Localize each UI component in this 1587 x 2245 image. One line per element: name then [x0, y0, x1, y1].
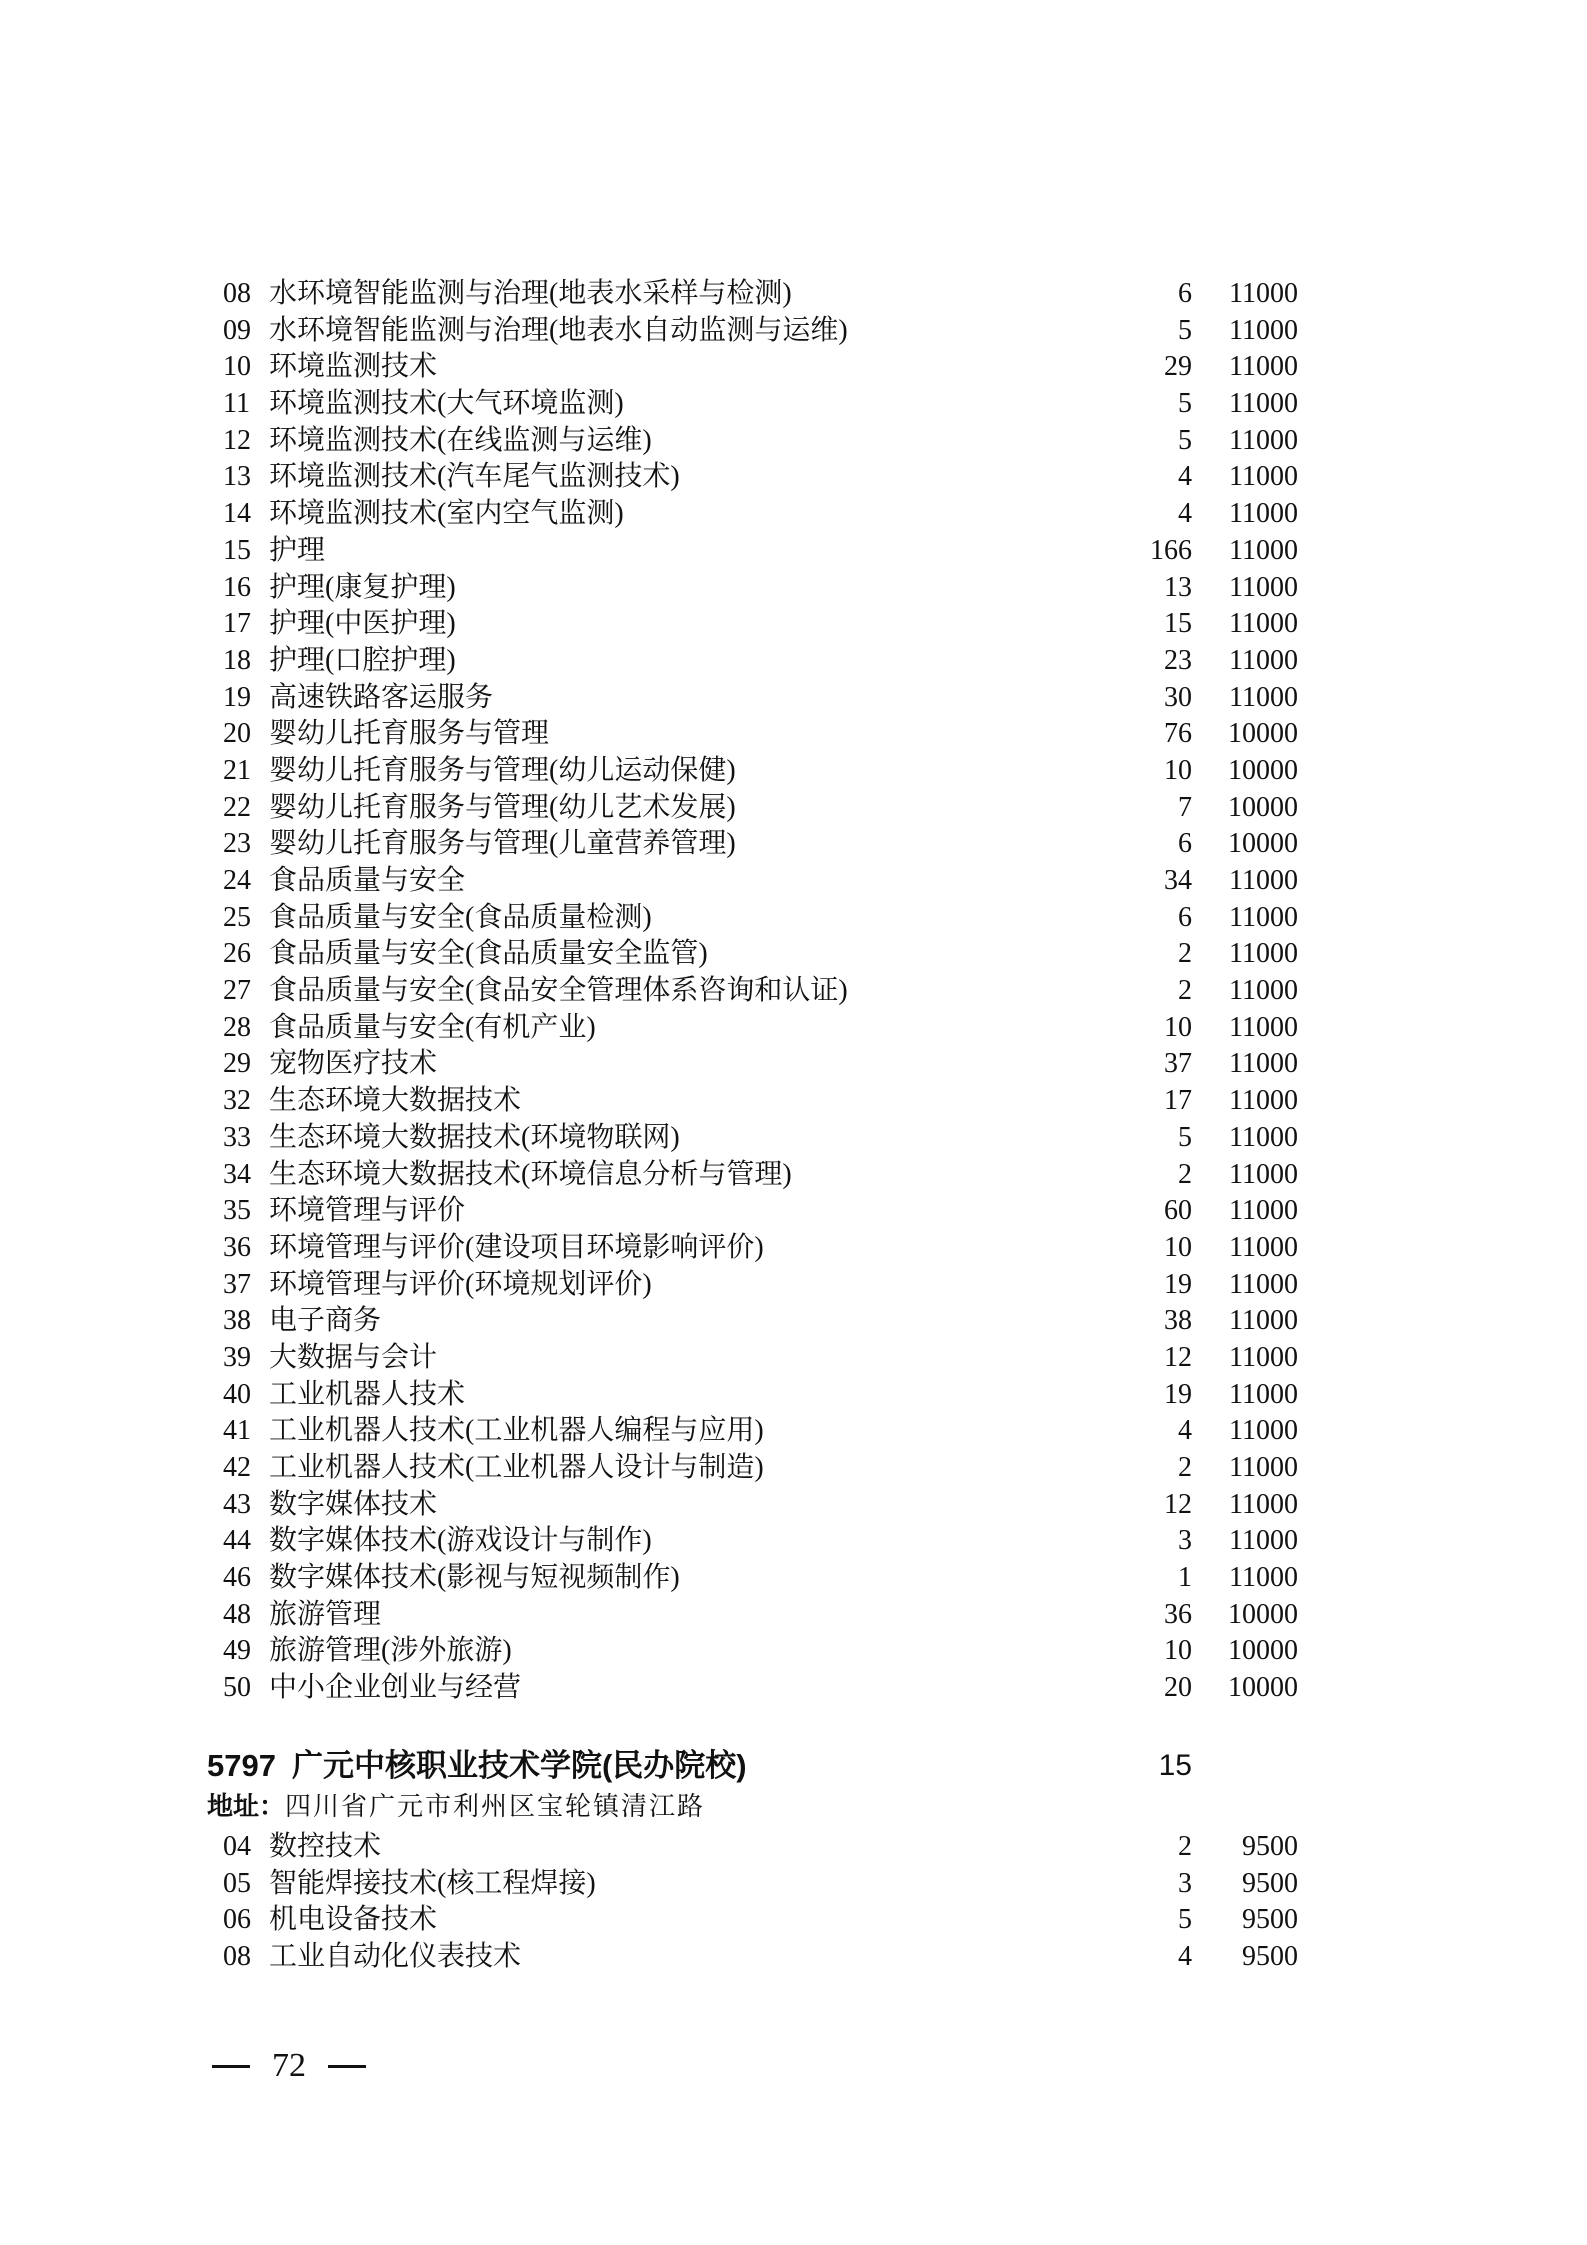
- program-row: [223, 936, 1298, 973]
- program-code: 08: [223, 1941, 251, 1973]
- program-fee: 11000: [1229, 938, 1298, 970]
- program-name: 环境监测技术(大气环境监测): [269, 388, 624, 420]
- college-total-count: 15: [1158, 1749, 1192, 1782]
- program-row: [223, 1120, 1298, 1157]
- program-row: [223, 753, 1298, 790]
- program-fee: 10000: [1228, 791, 1298, 823]
- program-row: [223, 606, 1298, 643]
- program-row: [223, 1939, 1298, 1976]
- program-row: [223, 1487, 1298, 1524]
- program-code: 42: [223, 1452, 251, 1483]
- program-count: 29: [1164, 351, 1192, 383]
- program-row: [223, 1902, 1298, 1939]
- program-name: 数字媒体技术(游戏设计与制作): [269, 1525, 652, 1557]
- program-code: 04: [223, 1831, 251, 1862]
- program-code: 39: [223, 1341, 251, 1373]
- college-address-line: [207, 1786, 1298, 1827]
- program-name: 生态环境大数据技术(环境信息分析与管理): [269, 1158, 792, 1190]
- program-row: [223, 643, 1298, 680]
- college-section: [207, 1746, 1298, 1827]
- program-row: [223, 680, 1298, 717]
- program-count: 4: [1178, 498, 1192, 530]
- program-name: 高速铁路客运服务: [269, 681, 494, 713]
- program-name: 护理(中医护理): [269, 608, 456, 640]
- program-code: 46: [223, 1562, 251, 1594]
- program-row: [223, 496, 1298, 533]
- program-name: 宠物医疗技术: [269, 1048, 438, 1080]
- program-fee: 11000: [1229, 901, 1298, 933]
- program-row: [223, 533, 1298, 570]
- program-count: 5: [1178, 388, 1192, 420]
- program-count: 166: [1150, 534, 1192, 566]
- program-fee: 9500: [1242, 1941, 1298, 1973]
- program-name: 婴幼儿托育服务与管理(儿童营养管理): [269, 828, 736, 860]
- program-fee: 11000: [1229, 975, 1298, 1007]
- program-name: 电子商务: [269, 1305, 382, 1337]
- program-code: 16: [223, 571, 251, 603]
- program-name: 食品质量与安全(食品质量检测): [269, 901, 652, 933]
- program-name: 数控技术: [269, 1831, 382, 1862]
- program-count: 5: [1178, 1904, 1192, 1936]
- program-count: 19: [1164, 1268, 1192, 1300]
- program-count: 2: [1178, 1158, 1192, 1190]
- program-code: 14: [223, 498, 251, 530]
- program-fee: 10000: [1228, 1598, 1298, 1630]
- program-count: 6: [1178, 828, 1192, 860]
- footer-right-dash: [328, 2065, 366, 2068]
- program-count: 2: [1178, 1452, 1192, 1483]
- program-name: 环境管理与评价: [269, 1195, 466, 1227]
- college-header: [207, 1746, 1298, 1786]
- program-code: 20: [223, 718, 251, 750]
- program-count: 23: [1164, 644, 1192, 676]
- program-fee: 11000: [1229, 1158, 1298, 1190]
- program-name: 婴幼儿托育服务与管理(幼儿运动保健): [269, 754, 736, 786]
- program-row: [223, 716, 1298, 753]
- program-row: [223, 1230, 1298, 1267]
- program-count: 6: [1178, 901, 1192, 933]
- program-code: 41: [223, 1415, 251, 1447]
- program-code: 12: [223, 424, 251, 456]
- program-row: [223, 1046, 1298, 1083]
- program-row: [223, 1413, 1298, 1450]
- program-count: 36: [1164, 1598, 1192, 1630]
- program-row: [223, 1010, 1298, 1047]
- program-count: 19: [1164, 1378, 1192, 1410]
- program-fee: 11000: [1229, 314, 1298, 346]
- program-fee: 11000: [1229, 1231, 1298, 1263]
- program-count: 5: [1178, 424, 1192, 456]
- program-code: 34: [223, 1158, 251, 1190]
- program-name: 生态环境大数据技术(环境物联网): [269, 1121, 680, 1153]
- program-row: [223, 1303, 1298, 1340]
- program-name: 水环境智能监测与治理(地表水自动监测与运维): [269, 314, 848, 346]
- program-count: 10: [1164, 1231, 1192, 1263]
- college-code: 5797: [207, 1748, 276, 1783]
- program-fee: 11000: [1229, 1452, 1298, 1483]
- program-code: 11: [223, 388, 250, 420]
- program-row: [223, 276, 1298, 313]
- program-count: 5: [1178, 314, 1192, 346]
- program-code: 44: [223, 1525, 251, 1557]
- program-row: [223, 313, 1298, 350]
- program-code: 23: [223, 828, 251, 860]
- program-count: 60: [1164, 1195, 1192, 1227]
- program-count: 6: [1178, 278, 1192, 309]
- address-value: 四川省广元市利州区宝轮镇清江路: [285, 1792, 706, 1821]
- program-code: 24: [223, 865, 251, 896]
- program-fee: 11000: [1229, 498, 1298, 530]
- program-code: 22: [223, 791, 251, 823]
- program-name: 旅游管理(涉外旅游): [269, 1635, 512, 1667]
- program-row: [223, 1597, 1298, 1634]
- program-fee: 11000: [1229, 865, 1298, 896]
- program-fee: 11000: [1229, 461, 1298, 493]
- program-row: [223, 1866, 1298, 1903]
- program-name: 环境监测技术(汽车尾气监测技术): [269, 461, 680, 493]
- program-fee: 11000: [1229, 1085, 1298, 1117]
- program-row: [223, 349, 1298, 386]
- program-row: [223, 570, 1298, 607]
- program-name: 环境管理与评价(环境规划评价): [269, 1268, 652, 1300]
- program-fee: 11000: [1229, 1415, 1298, 1447]
- program-code: 32: [223, 1085, 251, 1117]
- program-row: [223, 459, 1298, 496]
- program-name: 环境监测技术(在线监测与运维): [269, 424, 652, 456]
- program-name: 环境管理与评价(建设项目环境影响评价): [269, 1231, 764, 1263]
- program-count: 1: [1178, 1562, 1192, 1594]
- program-row: [223, 1340, 1298, 1377]
- program-code: 08: [223, 278, 251, 309]
- college-name: 广元中核职业技术学院(民办院校): [291, 1748, 747, 1783]
- program-fee: 11000: [1229, 1341, 1298, 1373]
- program-fee: 11000: [1229, 1488, 1298, 1520]
- program-name: 中小企业创业与经营: [269, 1672, 522, 1704]
- program-code: 35: [223, 1195, 251, 1227]
- program-fee: 11000: [1229, 1121, 1298, 1153]
- program-name: 护理(口腔护理): [269, 644, 456, 676]
- program-row: [223, 826, 1298, 863]
- program-fee: 10000: [1228, 1635, 1298, 1667]
- program-count: 7: [1178, 791, 1192, 823]
- program-row: [223, 973, 1298, 1010]
- program-count: 2: [1178, 1831, 1192, 1862]
- program-code: 33: [223, 1121, 251, 1153]
- program-name: 生态环境大数据技术: [269, 1085, 522, 1117]
- program-count: 34: [1164, 865, 1192, 896]
- program-name: 环境监测技术: [269, 351, 438, 383]
- program-count: 20: [1164, 1672, 1192, 1704]
- program-fee: 9500: [1242, 1831, 1298, 1862]
- program-count: 17: [1164, 1085, 1192, 1117]
- program-count: 37: [1164, 1048, 1192, 1080]
- program-name: 食品质量与安全: [269, 865, 466, 896]
- program-fee: 10000: [1228, 718, 1298, 750]
- program-name: 水环境智能监测与治理(地表水采样与检测): [269, 278, 792, 309]
- program-name: 大数据与会计: [269, 1341, 438, 1373]
- program-fee: 11000: [1229, 608, 1298, 640]
- program-count: 38: [1164, 1305, 1192, 1337]
- program-code: 48: [223, 1598, 251, 1630]
- program-code: 05: [223, 1867, 251, 1899]
- program-count: 2: [1178, 938, 1192, 970]
- program-count: 10: [1164, 1011, 1192, 1043]
- program-code: 40: [223, 1378, 251, 1410]
- program-row: [223, 1829, 1298, 1866]
- program-count: 10: [1164, 1635, 1192, 1667]
- program-count: 15: [1164, 608, 1192, 640]
- program-name: 工业机器人技术(工业机器人编程与应用): [269, 1415, 764, 1447]
- program-count: 12: [1164, 1341, 1192, 1373]
- page-number: 72: [272, 2047, 306, 2084]
- program-name: 数字媒体技术(影视与短视频制作): [269, 1562, 680, 1594]
- program-name: 护理: [269, 534, 326, 566]
- program-code: 09: [223, 314, 251, 346]
- program-code: 27: [223, 975, 251, 1007]
- program-name: 机电设备技术: [269, 1904, 438, 1936]
- program-fee: 11000: [1229, 1268, 1298, 1300]
- program-fee: 11000: [1229, 1562, 1298, 1594]
- program-code: 18: [223, 644, 251, 676]
- program-row: [223, 1157, 1298, 1194]
- program-code: 43: [223, 1488, 251, 1520]
- program-row: [223, 1560, 1298, 1597]
- program-code: 50: [223, 1672, 251, 1704]
- program-name: 食品质量与安全(有机产业): [269, 1011, 596, 1043]
- program-row: [223, 1083, 1298, 1120]
- footer-left-dash: [212, 2065, 250, 2068]
- program-fee: 11000: [1229, 1048, 1298, 1080]
- program-fee: 11000: [1229, 534, 1298, 566]
- program-fee: 9500: [1242, 1867, 1298, 1899]
- program-row: [223, 386, 1298, 423]
- program-count: 2: [1178, 975, 1192, 1007]
- program-row: [223, 1670, 1298, 1707]
- program-name: 婴幼儿托育服务与管理(幼儿艺术发展): [269, 791, 736, 823]
- program-name: 护理(康复护理): [269, 571, 456, 603]
- address-label: 地址：: [207, 1791, 286, 1821]
- program-fee: 11000: [1229, 1305, 1298, 1337]
- program-fee: 11000: [1229, 571, 1298, 603]
- program-code: 28: [223, 1011, 251, 1043]
- program-code: 49: [223, 1635, 251, 1667]
- program-count: 4: [1178, 1415, 1192, 1447]
- program-code: 19: [223, 681, 251, 713]
- program-row: [223, 1267, 1298, 1304]
- program-name: 婴幼儿托育服务与管理: [269, 718, 550, 750]
- program-fee: 11000: [1229, 1011, 1298, 1043]
- program-code: 26: [223, 938, 251, 970]
- program-code: 37: [223, 1268, 251, 1300]
- program-row: [223, 1450, 1298, 1487]
- program-name: 数字媒体技术: [269, 1488, 438, 1520]
- program-fee: 11000: [1229, 1378, 1298, 1410]
- program-count: 10: [1164, 754, 1192, 786]
- program-list-college: [223, 1829, 1298, 1976]
- program-fee: 10000: [1228, 754, 1298, 786]
- program-code: 10: [223, 351, 251, 383]
- program-code: 29: [223, 1048, 251, 1080]
- program-count: 76: [1164, 718, 1192, 750]
- program-fee: 10000: [1228, 828, 1298, 860]
- program-count: 3: [1178, 1525, 1192, 1557]
- program-code: 13: [223, 461, 251, 493]
- program-fee: 11000: [1229, 1525, 1298, 1557]
- program-row: [223, 863, 1298, 900]
- program-code: 38: [223, 1305, 251, 1337]
- program-name: 智能焊接技术(核工程焊接): [269, 1867, 596, 1899]
- program-count: 3: [1178, 1867, 1192, 1899]
- program-code: 21: [223, 754, 251, 786]
- program-name: 旅游管理: [269, 1598, 382, 1630]
- program-fee: 11000: [1229, 351, 1298, 383]
- program-count: 4: [1178, 1941, 1192, 1973]
- program-row: [223, 423, 1298, 460]
- program-count: 30: [1164, 681, 1192, 713]
- program-code: 25: [223, 901, 251, 933]
- program-code: 15: [223, 534, 251, 566]
- page-footer: [212, 2042, 366, 2090]
- program-fee: 9500: [1242, 1904, 1298, 1936]
- program-code: 06: [223, 1904, 251, 1936]
- program-count: 5: [1178, 1121, 1192, 1153]
- program-row: [223, 790, 1298, 827]
- program-fee: 11000: [1229, 388, 1298, 420]
- program-row: [223, 1633, 1298, 1670]
- program-count: 12: [1164, 1488, 1192, 1520]
- program-fee: 11000: [1229, 681, 1298, 713]
- program-row: [223, 1377, 1298, 1414]
- program-count: 4: [1178, 461, 1192, 493]
- program-name: 工业机器人技术(工业机器人设计与制造): [269, 1452, 764, 1483]
- program-fee: 11000: [1229, 1195, 1298, 1227]
- program-row: [223, 900, 1298, 937]
- program-code: 17: [223, 608, 251, 640]
- program-name: 工业机器人技术: [269, 1378, 466, 1410]
- program-name: 环境监测技术(室内空气监测): [269, 498, 624, 530]
- program-count: 13: [1164, 571, 1192, 603]
- program-fee: 11000: [1229, 424, 1298, 456]
- program-fee: 10000: [1228, 1672, 1298, 1704]
- program-name: 食品质量与安全(食品安全管理体系咨询和认证): [269, 975, 848, 1007]
- program-fee: 11000: [1229, 278, 1298, 309]
- program-code: 36: [223, 1231, 251, 1263]
- program-row: [223, 1193, 1298, 1230]
- program-name: 工业自动化仪表技术: [269, 1941, 522, 1973]
- program-list-continued: [223, 276, 1298, 1707]
- program-name: 食品质量与安全(食品质量安全监管): [269, 938, 708, 970]
- program-row: [223, 1523, 1298, 1560]
- program-fee: 11000: [1229, 644, 1298, 676]
